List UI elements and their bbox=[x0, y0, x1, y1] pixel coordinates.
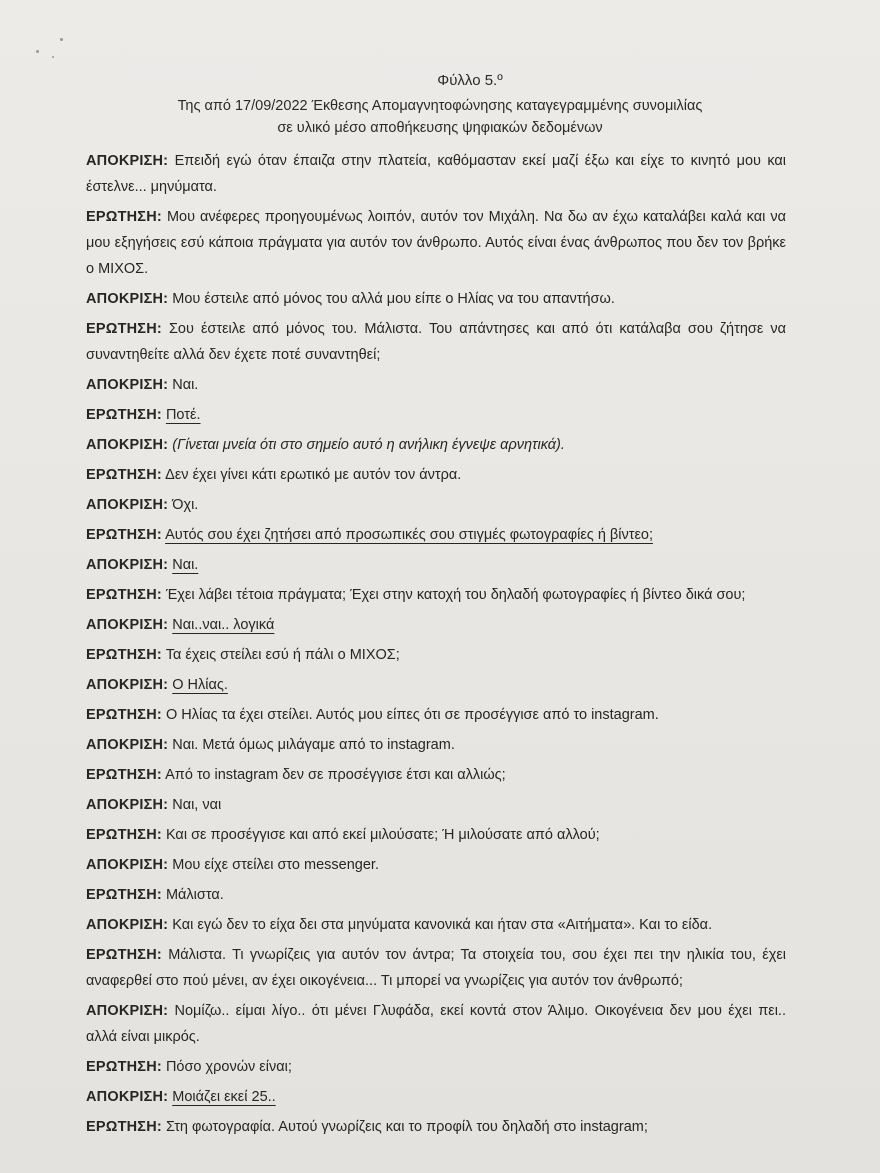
speaker-label: ΕΡΩΤΗΣΗ: bbox=[86, 707, 162, 723]
entry-text: Όχι. bbox=[172, 497, 199, 513]
speaker-label: ΑΠΟΚΡΙΣΗ: bbox=[86, 617, 169, 633]
entry-text: Αυτός σου έχει ζητήσει από προσωπικές σου στιγμές φωτογραφίες ή βίντεο; bbox=[165, 527, 654, 543]
transcript-entry bbox=[86, 1114, 786, 1140]
transcript-entry bbox=[86, 852, 786, 878]
speaker-label: ΕΡΩΤΗΣΗ: bbox=[86, 407, 162, 423]
transcript-entry bbox=[86, 762, 786, 788]
entry-text: Ο Ηλίας τα έχει στείλει. Αυτός μου είπες ότι σε προσέγγισε από το instagram. bbox=[165, 707, 659, 723]
sheet-number: Φύλλο 5.º bbox=[437, 72, 503, 89]
transcript-entry bbox=[86, 582, 786, 608]
entry-text: Από το instagram δεν σε προσέγγισε έτσι και αλλιώς; bbox=[165, 767, 506, 783]
transcript-entry bbox=[86, 432, 786, 458]
transcript-entry bbox=[86, 1084, 786, 1110]
entry-text: Επειδή εγώ όταν έπαιζα στην πλατεία, καθόμασταν εκεί μαζί έξω και είχε το κινητό μου και έστελνε... μηνύματα. bbox=[86, 153, 787, 195]
speaker-label: ΕΡΩΤΗΣΗ: bbox=[86, 321, 162, 337]
entry-text: Μάλιστα. bbox=[165, 887, 224, 903]
transcript-entry bbox=[86, 912, 786, 938]
transcript-entry bbox=[86, 1054, 786, 1080]
speaker-label: ΕΡΩΤΗΣΗ: bbox=[86, 947, 162, 963]
entry-text: Ναι..ναι.. λογικά bbox=[172, 617, 275, 633]
entry-text: Και σε προσέγγισε και από εκεί μιλούσατε; Ή μιλούσατε από αλλού; bbox=[165, 827, 600, 843]
entry-text: Έχει λάβει τέτοια πράγματα; Έχει στην κατοχή του δηλαδή φωτογραφίες ή βίντεο δικά σου; bbox=[165, 587, 746, 603]
speaker-label: ΕΡΩΤΗΣΗ: bbox=[86, 887, 162, 903]
speaker-label: ΑΠΟΚΡΙΣΗ: bbox=[86, 857, 169, 873]
entry-text: Δεν έχει γίνει κάτι ερωτικό με αυτόν τον άντρα. bbox=[165, 467, 462, 483]
entry-text: Μου έστειλε από μόνος του αλλά μου είπε ο Ηλίας να του απαντήσω. bbox=[172, 291, 615, 307]
entry-text: Στη φωτογραφία. Αυτού γνωρίζεις και το προφίλ του δηλαδή στο instagram; bbox=[165, 1119, 648, 1135]
speaker-label: ΕΡΩΤΗΣΗ: bbox=[86, 467, 162, 483]
entry-text: Μου ανέφερες προηγουμένως λοιπόν, αυτόν τον Μιχάλη. Να δω αν έχω καταλάβει καλά και να μου εξηγήσεις εσύ κάποια πράγματα για αυτόν τον άνθρωπο. Αυτός είναι ένας άνθρωπος που δεν τον βρήκε ο ΜΙΧΟΣ. bbox=[86, 209, 786, 277]
speaker-label: ΑΠΟΚΡΙΣΗ: bbox=[86, 737, 169, 753]
speaker-label: ΕΡΩΤΗΣΗ: bbox=[86, 1059, 162, 1075]
speaker-label: ΑΠΟΚΡΙΣΗ: bbox=[86, 153, 169, 169]
entry-text: Τα έχεις στείλει εσύ ή πάλι ο ΜΙΧΟΣ; bbox=[165, 647, 400, 663]
entry-text: Μου είχε στείλει στο messenger. bbox=[172, 857, 379, 873]
speaker-label: ΑΠΟΚΡΙΣΗ: bbox=[86, 1089, 169, 1105]
transcript-entry bbox=[86, 316, 786, 368]
speaker-label: ΕΡΩΤΗΣΗ: bbox=[86, 827, 162, 843]
speaker-label: ΑΠΟΚΡΙΣΗ: bbox=[86, 557, 169, 573]
paper-speck bbox=[36, 50, 39, 53]
paper-speck bbox=[52, 56, 54, 58]
transcript-entry bbox=[86, 732, 786, 758]
transcript-entry bbox=[86, 792, 786, 818]
speaker-label: ΑΠΟΚΡΙΣΗ: bbox=[86, 291, 169, 307]
transcript-entry bbox=[86, 522, 786, 548]
entry-text: Ναι, ναι bbox=[172, 797, 222, 813]
paper-speck bbox=[60, 38, 63, 41]
speaker-label: ΕΡΩΤΗΣΗ: bbox=[86, 527, 162, 543]
transcript-entry bbox=[86, 286, 786, 312]
entry-text: Νομίζω.. είμαι λίγο.. ότι μένει Γλυφάδα, εκεί κοντά στον Άλιμο. Οικογένεια δεν μου έχει πει.. αλλά είναι μικρός. bbox=[86, 1003, 786, 1045]
transcript-entry bbox=[86, 882, 786, 908]
entry-text: Σου έστειλε από μόνος του. Μάλιστα. Του απάντησες και από ότι κατάλαβα σου ζήτησε να συναντηθείτε αλλά δεν έχετε ποτέ συναντηθεί; bbox=[86, 321, 786, 363]
entry-text: Ναι. Μετά όμως μιλάγαμε από το instagram. bbox=[172, 737, 455, 753]
speaker-label: ΕΡΩΤΗΣΗ: bbox=[86, 209, 162, 225]
speaker-label: ΕΡΩΤΗΣΗ: bbox=[86, 767, 162, 783]
speaker-label: ΑΠΟΚΡΙΣΗ: bbox=[86, 917, 169, 933]
transcript-entry bbox=[86, 462, 786, 488]
entry-text: Και εγώ δεν το είχα δει στα μηνύματα κανονικά και ήταν στα «Αιτήματα». Και το είδα. bbox=[172, 917, 713, 933]
transcript-entry bbox=[86, 942, 786, 994]
speaker-label: ΕΡΩΤΗΣΗ: bbox=[86, 647, 162, 663]
transcript-entry bbox=[86, 204, 786, 282]
transcript-entry bbox=[86, 612, 786, 638]
transcript-entry bbox=[86, 702, 786, 728]
transcript-entry bbox=[86, 552, 786, 578]
speaker-label: ΕΡΩΤΗΣΗ: bbox=[86, 1119, 162, 1135]
speaker-label: ΑΠΟΚΡΙΣΗ: bbox=[86, 677, 169, 693]
transcript-entry bbox=[86, 672, 786, 698]
document-subtitle: σε υλικό μέσο αποθήκευσης ψηφιακών δεδομένων bbox=[277, 120, 603, 136]
entry-text: Μοιάζει εκεί 25.. bbox=[172, 1089, 276, 1105]
speaker-label: ΑΠΟΚΡΙΣΗ: bbox=[86, 497, 169, 513]
entry-text: Ναι. bbox=[172, 557, 199, 573]
entry-text: Ναι. bbox=[172, 377, 199, 393]
transcript-entry bbox=[86, 372, 786, 398]
entry-text: Ο Ηλίας. bbox=[172, 677, 228, 693]
speaker-label: ΑΠΟΚΡΙΣΗ: bbox=[86, 437, 169, 453]
speaker-label: ΑΠΟΚΡΙΣΗ: bbox=[86, 1003, 169, 1019]
transcript-entry bbox=[86, 148, 786, 200]
speaker-label: ΕΡΩΤΗΣΗ: bbox=[86, 587, 162, 603]
transcript-entry bbox=[86, 642, 786, 668]
entry-text: (Γίνεται μνεία ότι στο σημείο αυτό η ανήλικη έγνεψε αρνητικά). bbox=[172, 437, 565, 453]
transcript-entry bbox=[86, 402, 786, 428]
transcript bbox=[86, 148, 786, 1144]
transcript-entry bbox=[86, 998, 786, 1050]
speaker-label: ΑΠΟΚΡΙΣΗ: bbox=[86, 797, 169, 813]
document-title: Της από 17/09/2022 Έκθεσης Απομαγνητοφώνησης καταγεγραμμένης συνομιλίας bbox=[177, 98, 703, 114]
speaker-label: ΑΠΟΚΡΙΣΗ: bbox=[86, 377, 169, 393]
transcript-entry bbox=[86, 822, 786, 848]
entry-text: Μάλιστα. Τι γνωρίζεις για αυτόν τον άντρα; Τα στοιχεία του, σου έχει πει την ηλικία του, έχει αναφερθεί στο πού μένει, αν έχει οικογένεια... Τι μπορεί να γνωρίζεις για αυτόν τον άνθρωπό; bbox=[86, 947, 787, 989]
transcript-entry bbox=[86, 492, 786, 518]
entry-text: Πόσο χρονών είναι; bbox=[165, 1059, 292, 1075]
entry-text: Ποτέ. bbox=[165, 407, 201, 423]
